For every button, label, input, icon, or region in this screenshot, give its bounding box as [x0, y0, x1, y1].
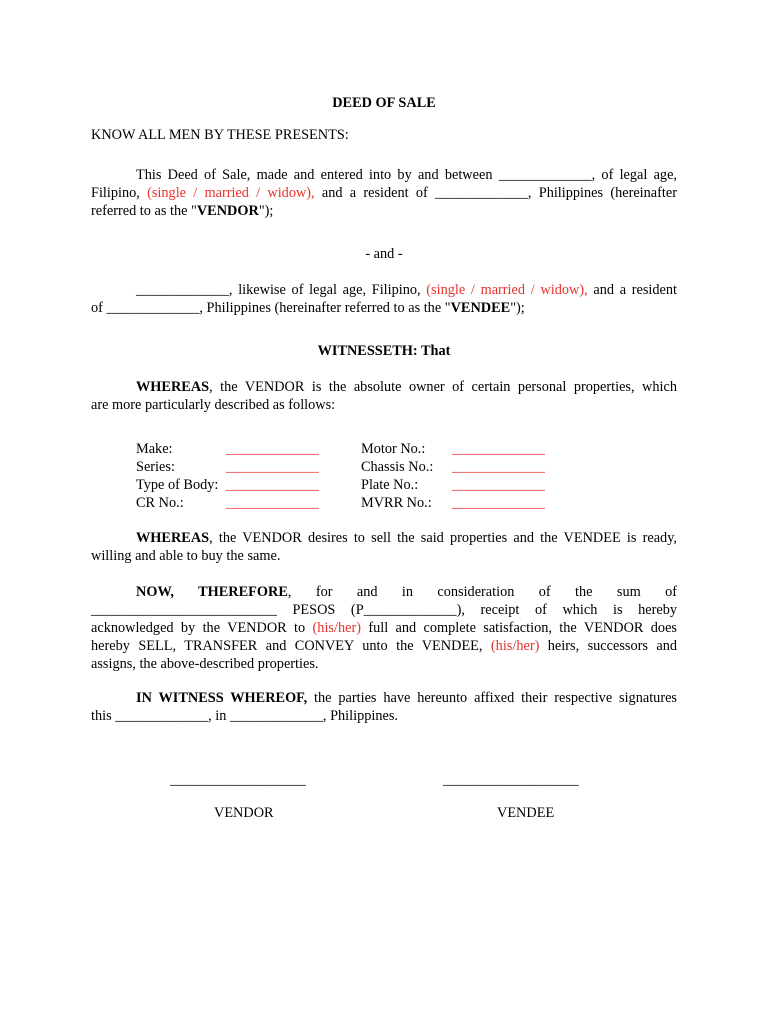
- p3-line1: [136, 378, 677, 396]
- p2-line2-text: of _____________, Philippines (hereinafter referred to as the ": [91, 300, 451, 316]
- p1-line2: [91, 184, 677, 202]
- p5-line4: [91, 637, 677, 655]
- plate-no-blank: _____________: [452, 477, 545, 493]
- p3-line2: are more particularly described as follows:: [91, 397, 336, 413]
- whereas-term: WHEREAS: [136, 379, 210, 395]
- p1-line2-text-cont: and a resident of _____________, Philippines (hereinafter: [314, 185, 677, 201]
- p2-line1: [136, 281, 677, 299]
- know-all-heading: KNOW ALL MEN BY THESE PRESENTS:: [91, 127, 349, 143]
- p1-line3-text: referred to as the ": [91, 203, 197, 219]
- p1-line1: This Deed of Sale, made and entered into by and between _____________, of legal age,: [136, 167, 677, 183]
- vendor-signature-label: VENDOR: [214, 805, 274, 821]
- mvrr-no-label: MVRR No.:: [361, 495, 432, 511]
- p5-line3: [91, 619, 677, 637]
- pronoun-placeholder: (his/her): [312, 620, 361, 636]
- chassis-no-label: Chassis No.:: [361, 459, 434, 475]
- vendee-signature-line: ___________________: [443, 772, 579, 788]
- p5-line4-text-cont: heirs, successors and: [539, 638, 677, 654]
- now-therefore-term: NOW, THEREFORE: [136, 584, 288, 600]
- p5-line1-text: , for and in consideration of the sum of: [287, 584, 677, 600]
- type-of-body-label: Type of Body:: [136, 477, 219, 493]
- whereas-term: WHEREAS: [136, 530, 210, 546]
- vendee-term: VENDEE: [450, 300, 511, 316]
- p5-line3-text: acknowledged by the VENDOR to: [91, 620, 313, 636]
- plate-no-label: Plate No.:: [361, 477, 419, 493]
- p4-line1: [136, 529, 677, 547]
- p5-line4-text: hereby SELL, TRANSFER and CONVEY unto the VENDEE,: [91, 638, 491, 654]
- civil-status-placeholder: (single / married / widow),: [147, 185, 315, 201]
- in-witness-term: IN WITNESS WHEREOF,: [136, 690, 308, 706]
- motor-no-label: Motor No.:: [361, 441, 426, 457]
- vendee-signature-label: VENDEE: [497, 805, 555, 821]
- cr-no-blank: _____________: [226, 495, 319, 511]
- p2-line1-text-cont: and a resident: [587, 282, 677, 298]
- and-separator: - and -: [365, 246, 403, 262]
- p2-line2-end: ");: [510, 300, 525, 316]
- p4-line2: willing and able to buy the same.: [91, 548, 281, 564]
- p4-line1-text: , the VENDOR desires to sell the said properties and the VENDEE is ready,: [209, 530, 677, 546]
- cr-no-label: CR No.:: [136, 495, 184, 511]
- chassis-no-blank: _____________: [452, 459, 545, 475]
- p1-line3: [91, 202, 677, 220]
- make-label: Make:: [136, 441, 173, 457]
- motor-no-blank: _____________: [452, 441, 545, 457]
- vendor-term: VENDOR: [196, 203, 259, 219]
- p2-line2: [91, 299, 677, 317]
- type-of-body-blank: _____________: [226, 477, 319, 493]
- civil-status-placeholder: (single / married / widow),: [426, 282, 588, 298]
- p1-line3-end: ");: [258, 203, 274, 219]
- p5-line3-text-cont: full and complete satisfaction, the VENDOR does: [360, 620, 677, 636]
- p1-line2-text: Filipino,: [91, 185, 148, 201]
- pronoun-placeholder: (his/her): [490, 638, 540, 654]
- witnesseth-heading: WITNESSETH: That: [317, 343, 451, 359]
- p6-line1: [136, 689, 677, 707]
- p6-line2: this _____________, in _____________, Philippines.: [91, 708, 398, 724]
- series-label: Series:: [136, 459, 175, 475]
- make-blank: _____________: [226, 441, 319, 457]
- series-blank: _____________: [226, 459, 319, 475]
- p6-line1-text: the parties have hereunto affixed their respective signatures: [307, 690, 677, 706]
- vendor-signature-line: ___________________: [170, 772, 306, 788]
- p5-line1: [136, 583, 677, 601]
- p5-line2: __________________________ PESOS (P_____________), receipt of which is hereby: [91, 602, 677, 618]
- p5-line5: assigns, the above-described properties.: [91, 656, 319, 672]
- document-title: DEED OF SALE: [332, 95, 436, 111]
- p2-line1-text: _____________, likewise of legal age, Filipino,: [136, 282, 427, 298]
- mvrr-no-blank: _____________: [452, 495, 545, 511]
- p3-line1-text: , the VENDOR is the absolute owner of certain personal properties, which: [209, 379, 677, 395]
